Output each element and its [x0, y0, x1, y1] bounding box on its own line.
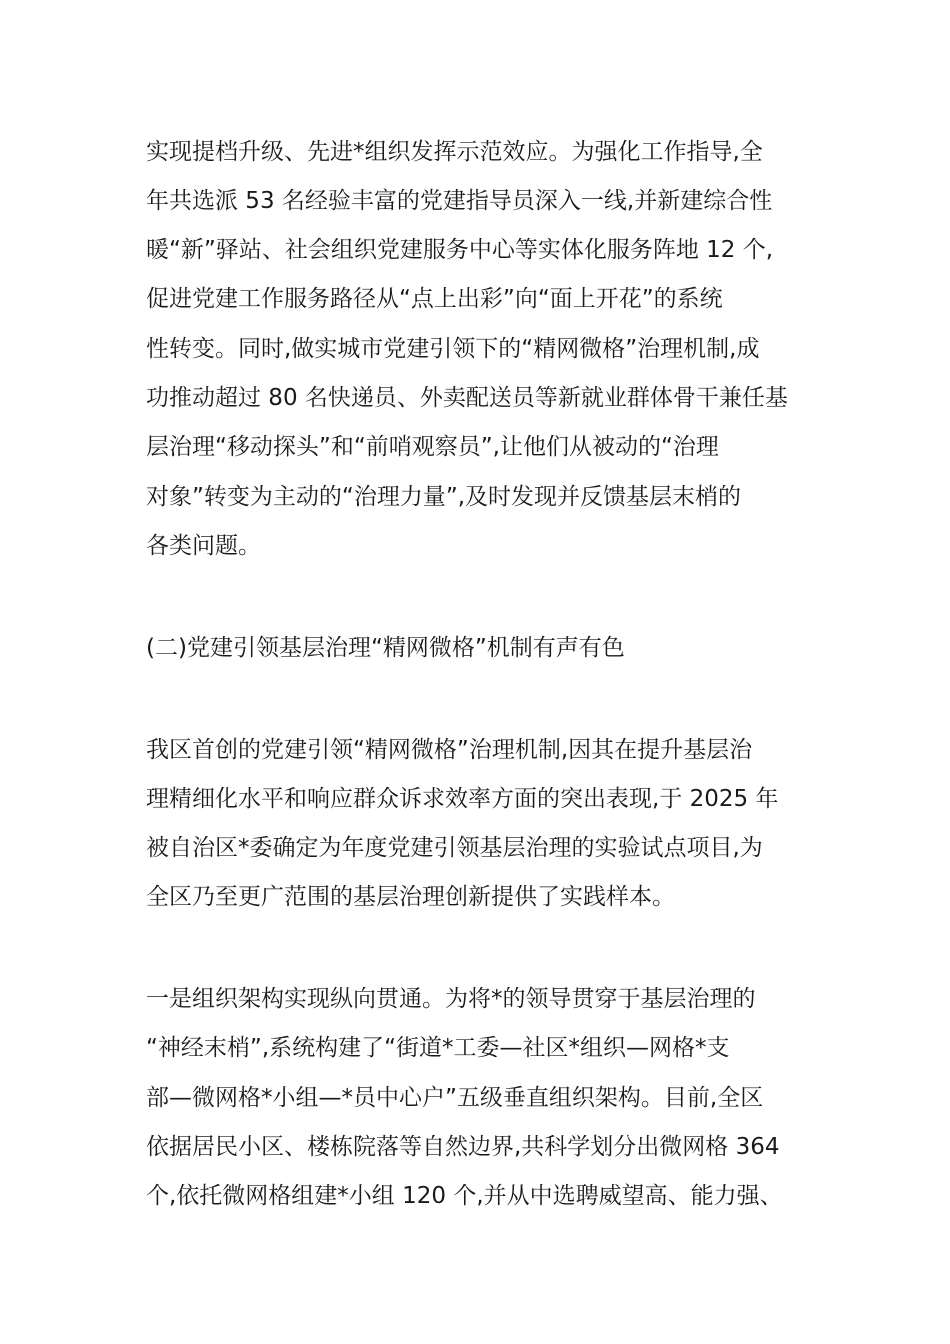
- text-line: 对象”转变为主动的“治理力量”,及时发现并反馈基层末梢的: [146, 484, 742, 510]
- text-line: 各类问题。: [146, 533, 261, 559]
- text-line: 一是组织架构实现纵向贯通。为将*的领导贯穿于基层治理的: [146, 986, 756, 1012]
- text-line: 我区首创的党建引领“精网微格”治理机制,因其在提升基层治: [146, 737, 753, 763]
- text-line: 功推动超过 80 名快递员、外卖配送员等新就业群体骨干兼任基: [146, 385, 788, 411]
- text-line: 促进党建工作服务路径从“点上出彩”向“面上开花”的系统: [146, 286, 723, 312]
- text-line: 年共选派 53 名经验丰富的党建指导员深入一线,并新建综合性: [146, 188, 773, 214]
- text-line: 全区乃至更广范围的基层治理创新提供了实践样本。: [146, 884, 675, 910]
- text-line: 被自治区*委确定为年度党建引领基层治理的实验试点项目,为: [146, 835, 763, 861]
- text-line: 暖“新”驿站、社会组织党建服务中心等实体化服务阵地 12 个,: [146, 237, 774, 263]
- text-line: 依据居民小区、楼栋院落等自然边界,共科学划分出微网格 364: [146, 1134, 780, 1160]
- text-line: 个,依托微网格组建*小组 120 个,并从中选聘威望高、能力强、: [146, 1183, 783, 1209]
- section-heading: (二)党建引领基层治理“精网微格”机制有声有色: [146, 635, 625, 661]
- text-line: 部—微网格*小组—*员中心户”五级垂直组织架构。目前,全区: [146, 1085, 764, 1111]
- text-line: 性转变。同时,做实城市党建引领下的“精网微格”治理机制,成: [146, 336, 760, 362]
- text-line: 理精细化水平和响应群众诉求效率方面的突出表现,于 2025 年: [146, 786, 779, 812]
- text-line: 层治理“移动探头”和“前哨观察员”,让他们从被动的“治理: [146, 434, 719, 460]
- text-line: 实现提档升级、先进*组织发挥示范效应。为强化工作指导,全: [146, 139, 763, 165]
- text-line: “神经末梢”,系统构建了“街道*工委—社区*组织—网格*支: [146, 1035, 730, 1061]
